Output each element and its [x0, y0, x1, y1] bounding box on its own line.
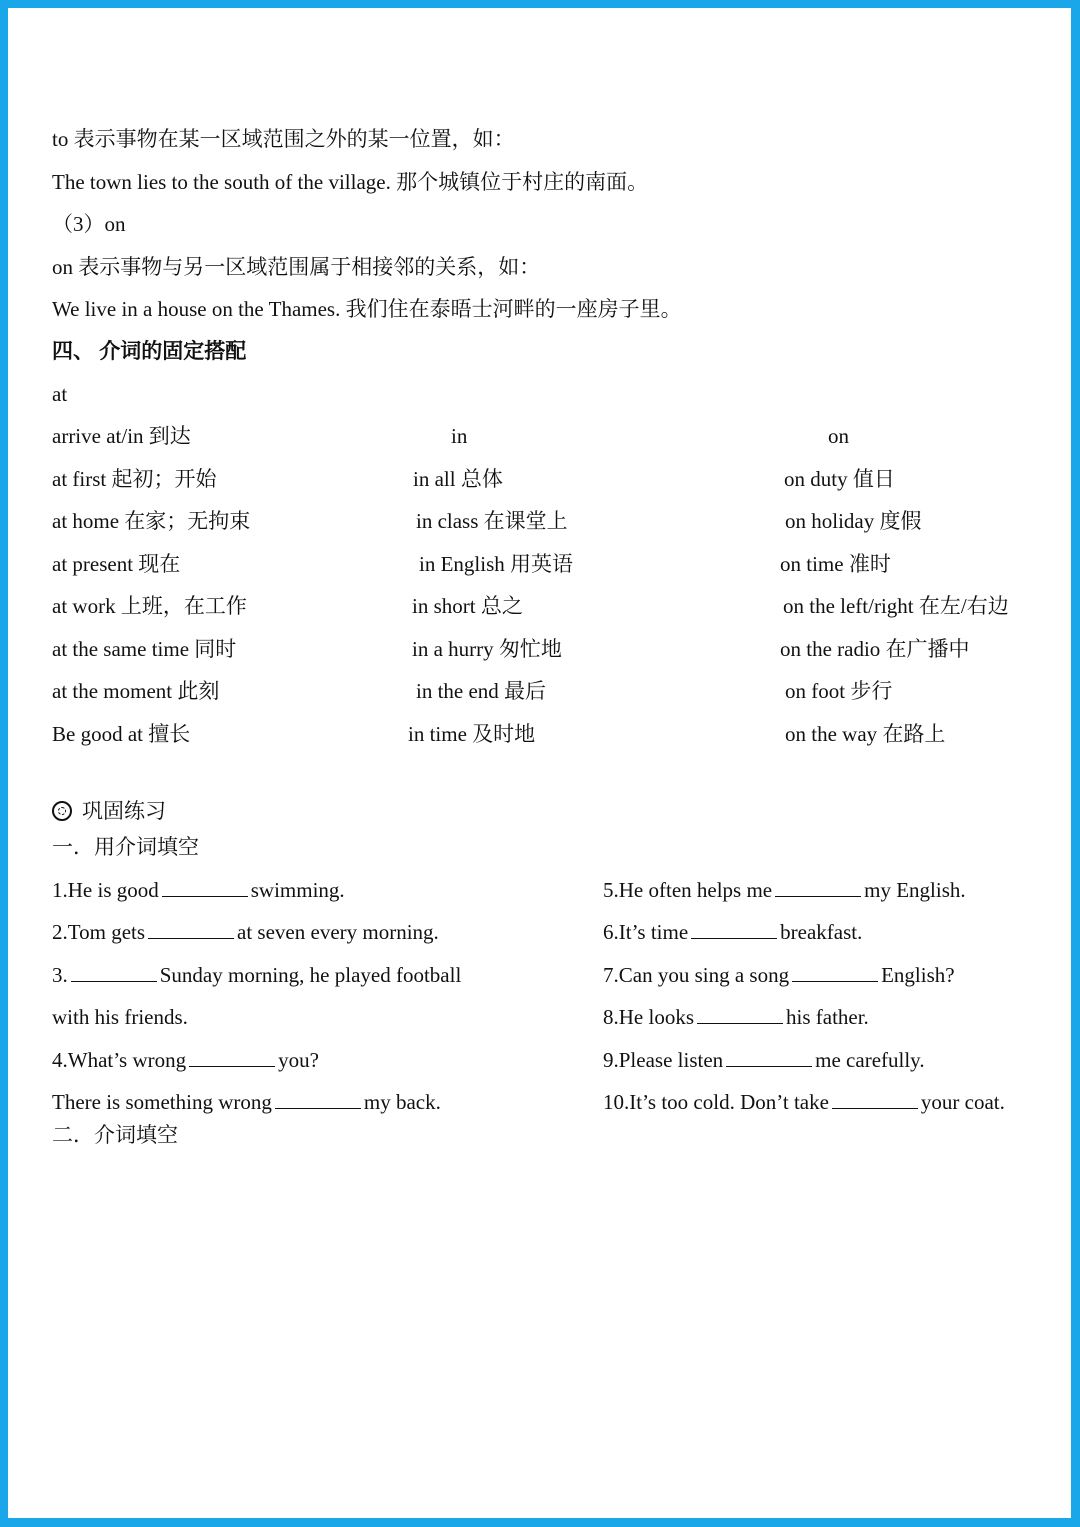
exercise-item: 3. Sunday morning, he played football — [52, 963, 462, 987]
answer-blank[interactable] — [148, 919, 234, 939]
table-cell: at home 在家；无拘束 — [52, 509, 251, 533]
exercise-item: 7.Can you sing a song English? — [603, 963, 955, 987]
answer-blank[interactable] — [691, 919, 777, 939]
table-cell: at the moment 此刻 — [52, 679, 220, 703]
exercise-item: 6.It’s time breakfast. — [603, 920, 863, 944]
on-example: We live in a house on the Thames. 我们住在泰晤士河畔的一座房子里。 — [52, 297, 682, 321]
on-subheading: （3）on — [52, 212, 126, 236]
part2-heading: 二．介词填空 — [52, 1123, 178, 1147]
exercises-title-text: 巩固练习 — [82, 799, 166, 823]
answer-blank[interactable] — [275, 1089, 361, 1109]
table-cell: in a hurry 匆忙地 — [412, 637, 562, 661]
table-header-at: arrive at/in 到达 — [52, 424, 191, 448]
exercise-item: 5.He often helps me my English. — [603, 878, 966, 902]
answer-blank[interactable] — [71, 962, 157, 982]
answer-blank[interactable] — [726, 1047, 812, 1067]
table-cell: on the way 在路上 — [785, 722, 946, 746]
table-cell: at the same time 同时 — [52, 637, 237, 661]
exercise-item: 2.Tom gets at seven every morning. — [52, 920, 439, 944]
table-cell: on the radio 在广播中 — [780, 637, 970, 661]
answer-blank[interactable] — [189, 1047, 275, 1067]
exercise-item: 10.It’s too cold. Don’t take your coat. — [603, 1090, 1005, 1114]
table-cell: at first 起初；开始 — [52, 467, 217, 491]
table-header-in: in — [451, 424, 468, 448]
answer-blank[interactable] — [832, 1089, 918, 1109]
exercise-item: 8.He looks his father. — [603, 1005, 869, 1029]
answer-blank[interactable] — [792, 962, 878, 982]
to-description: to 表示事物在某一区域范围之外的某一位置，如： — [52, 127, 515, 151]
answer-blank[interactable] — [775, 877, 861, 897]
table-cell: at present 现在 — [52, 552, 181, 576]
exercises-title — [52, 797, 166, 825]
answer-blank[interactable] — [162, 877, 248, 897]
table-cell: on time 准时 — [780, 552, 891, 576]
at-label: at — [52, 382, 68, 406]
table-cell: at work 上班，在工作 — [52, 594, 247, 618]
table-cell: in English 用英语 — [419, 552, 574, 576]
part1-heading: 一．用介词填空 — [52, 835, 199, 859]
exercise-item: 4.What’s wrong you? — [52, 1048, 319, 1072]
exercise-item-continuation: with his friends. — [52, 1005, 188, 1029]
table-cell: on holiday 度假 — [785, 509, 922, 533]
collocations-heading: 四、 介词的固定搭配 — [52, 339, 247, 363]
table-cell: in all 总体 — [413, 467, 503, 491]
answer-blank[interactable] — [697, 1004, 783, 1024]
table-header-on: on — [828, 424, 849, 448]
table-cell: in short 总之 — [412, 594, 523, 618]
table-cell: in class 在课堂上 — [416, 509, 568, 533]
table-cell: on the left/right 在左/右边 — [783, 594, 1009, 618]
on-description: on 表示事物与另一区域范围属于相接邻的关系，如： — [52, 255, 541, 279]
table-cell: Be good at 擅长 — [52, 722, 191, 746]
exercise-item: There is something wrong my back. — [52, 1090, 441, 1114]
table-cell: in the end 最后 — [416, 679, 547, 703]
table-cell: in time 及时地 — [408, 722, 536, 746]
exercise-item: 9.Please listen me carefully. — [603, 1048, 925, 1072]
exercise-item: 1.He is good swimming. — [52, 878, 345, 902]
consolidate-icon — [52, 801, 72, 821]
table-cell: on duty 值日 — [784, 467, 895, 491]
table-cell: on foot 步行 — [785, 679, 893, 703]
to-example: The town lies to the south of the village. 那个城镇位于村庄的南面。 — [52, 170, 649, 194]
